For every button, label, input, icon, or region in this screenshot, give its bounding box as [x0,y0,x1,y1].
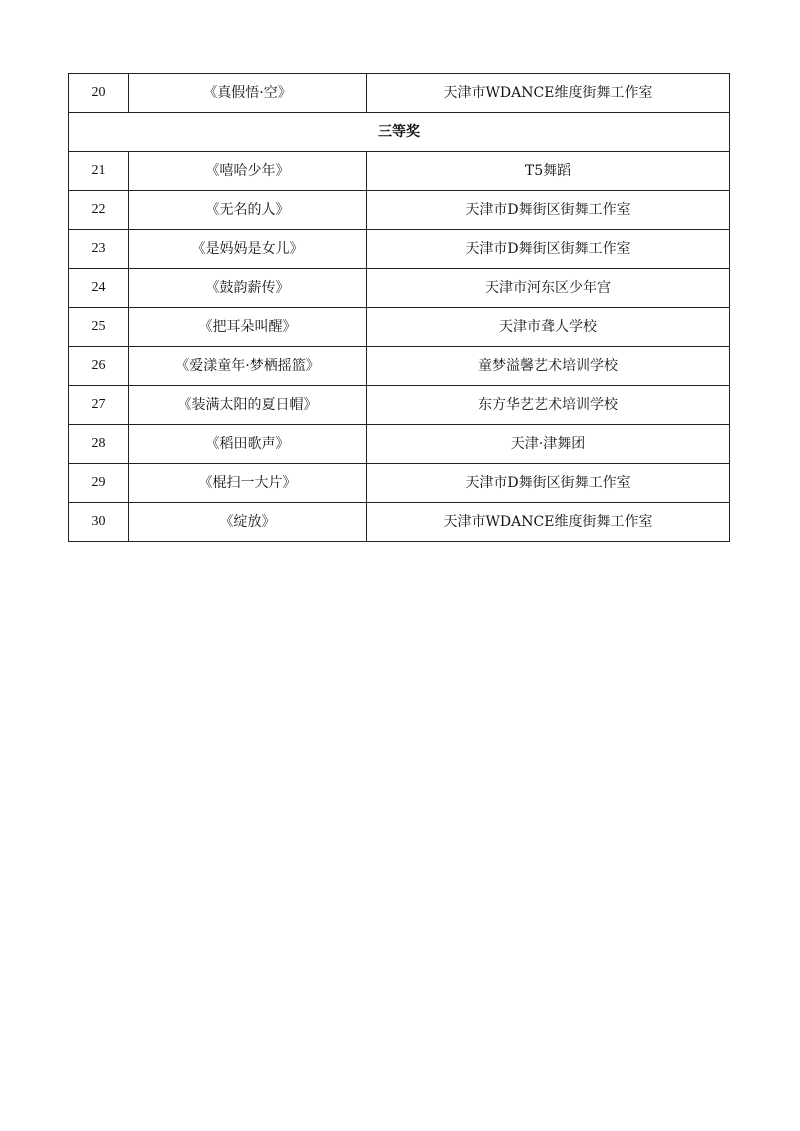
entry-organization: 天津市D舞街区街舞工作室 [367,230,730,269]
table-row [69,503,730,542]
table-row [69,464,730,503]
entry-title: 《棍扫一大片》 [129,464,367,503]
entry-title: 《嘻哈少年》 [129,152,367,191]
entry-number: 29 [69,464,129,503]
entry-organization: 天津市聋人学校 [367,308,730,347]
entry-organization: 天津·津舞团 [367,425,730,464]
entry-organization: 童梦溢馨艺术培训学校 [367,347,730,386]
entry-number: 27 [69,386,129,425]
entry-number: 25 [69,308,129,347]
table-row [69,74,730,113]
entry-title: 《爱漾童年·梦栖摇篮》 [129,347,367,386]
entry-title: 《稻田歌声》 [129,425,367,464]
entry-number: 26 [69,347,129,386]
award-table-body [69,74,730,542]
table-row [69,191,730,230]
section-header-row [69,113,730,152]
entry-number: 21 [69,152,129,191]
entry-number: 23 [69,230,129,269]
entry-number: 20 [69,74,129,113]
entry-title: 《是妈妈是女儿》 [129,230,367,269]
table-row [69,308,730,347]
entry-title: 《把耳朵叫醒》 [129,308,367,347]
entry-number: 30 [69,503,129,542]
table-row [69,425,730,464]
entry-organization: 天津市河东区少年宫 [367,269,730,308]
entry-organization: T5舞蹈 [367,152,730,191]
entry-organization: 天津市WDANCE维度街舞工作室 [367,503,730,542]
table-row [69,269,730,308]
entry-title: 《真假悟·空》 [129,74,367,113]
entry-number: 24 [69,269,129,308]
entry-organization: 东方华艺艺术培训学校 [367,386,730,425]
section-heading: 三等奖 [69,113,730,152]
entry-number: 22 [69,191,129,230]
entry-title: 《无名的人》 [129,191,367,230]
entry-title: 《鼓韵薪传》 [129,269,367,308]
entry-title: 《绽放》 [129,503,367,542]
table-row [69,152,730,191]
entry-title: 《装满太阳的夏日帽》 [129,386,367,425]
entry-number: 28 [69,425,129,464]
table-row [69,347,730,386]
entry-organization: 天津市D舞街区街舞工作室 [367,191,730,230]
table-row [69,386,730,425]
entry-organization: 天津市D舞街区街舞工作室 [367,464,730,503]
table-row [69,230,730,269]
award-table [68,73,730,542]
entry-organization: 天津市WDANCE维度街舞工作室 [367,74,730,113]
